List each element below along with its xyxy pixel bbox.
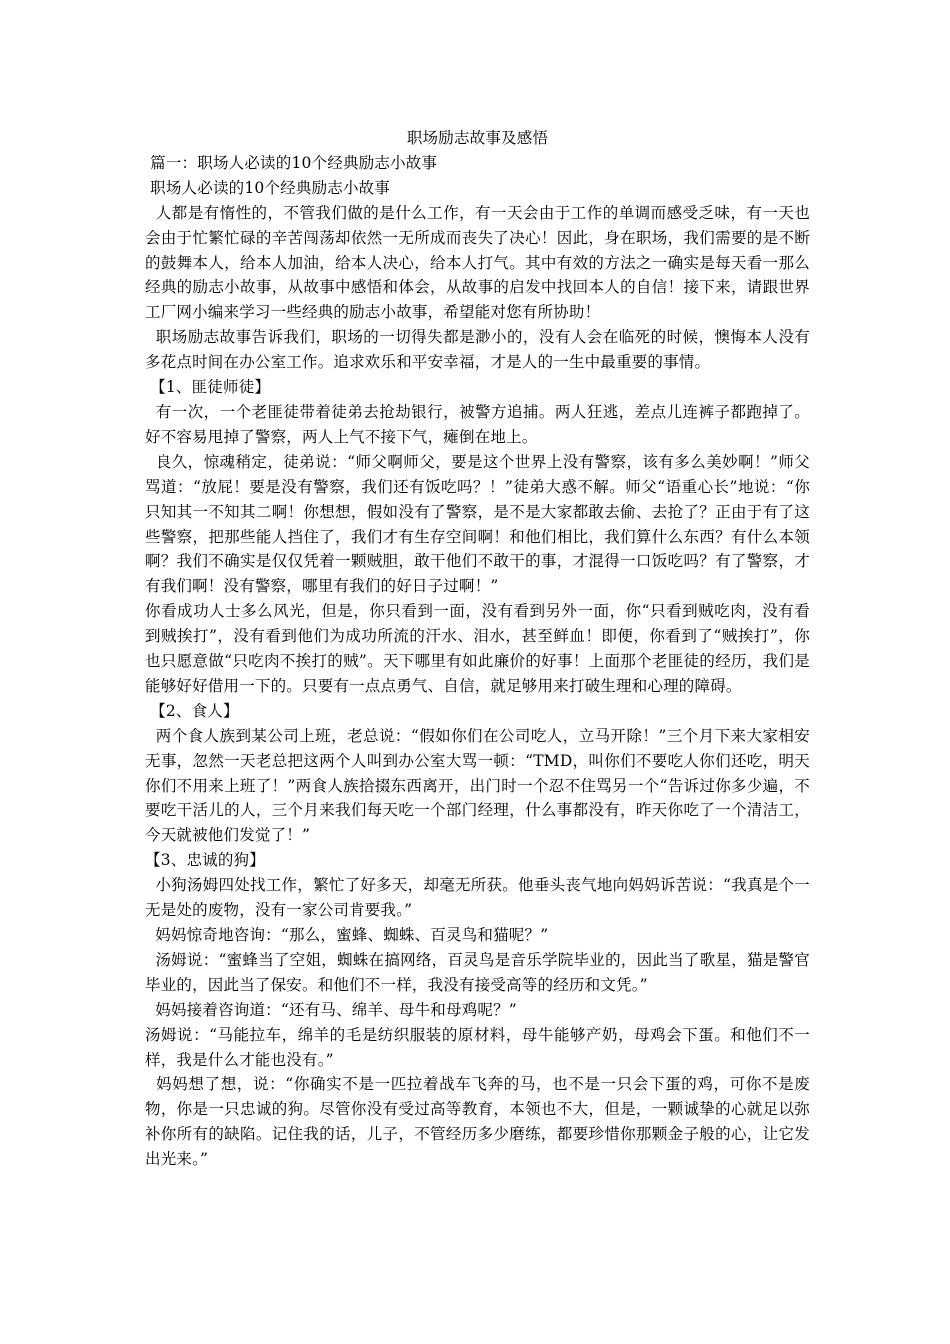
paragraph: 妈妈惊奇地咨询：“那么，蜜蜂、蜘蛛、百灵鸟和猫呢？”: [145, 926, 549, 944]
paragraph: 良久，惊魂稍定，徒弟说：“师父啊师父，要是这个世界上没有警察，该有多么美妙啊！”师父骂道：“放屁！要是没有警察，我们还有饭吃吗？！”徒弟大惑不解。师父“语重心长”地说：“你只知其一不知其二啊！你想想，假如没有了警察，是不是大家都敢去偷、去抢了？正由于有了这些警察，把那些能人挡住了，我们才有生存空间啊！和他们相比，我们算什么东西？有什么本领啊？我们不确实是仅仅凭着一颗贼胆，敢干他们不敢干的事，才混得一口饭吃吗？有了警察，才有我们啊！没有警察，哪里有我们的好日子过啊！”: [145, 452, 810, 596]
paragraph: 汤姆说：“蜜蜂当了空姐，蜘蛛在搞网络，百灵鸟是音乐学院毕业的，因此当了歌星，猫是警官毕业的，因此当了保安。和他们不一样，我没有接受高等的经历和文凭。”: [145, 950, 810, 994]
paragraph: 有一次，一个老匪徒带着徒弟去抢劫银行，被警方追捕。两人狂逃，差点儿连裤子都跑掉了。好不容易甩掉了警察，两人上气不接下气，瘫倒在地上。: [145, 402, 810, 446]
section-heading: 【3、忠诚的狗】: [145, 851, 265, 870]
paragraph: 篇一：职场人必读的10个经典励志小故事: [145, 153, 438, 172]
section-heading: 【1、匪徒师徒】: [145, 378, 271, 397]
section-heading: 【2、食人】: [145, 701, 239, 720]
document-page: [145, 126, 810, 1172]
paragraph: 妈妈想了想，说：“你确实不是一匹拉着战车飞奔的马，也不是一只会下蛋的鸡，可你不是废物，你是一只忠诚的狗。尽管你没有受过高等教育，本领也不大，但是，一颗诚挚的心就足以弥补你所有的缺陷。记住我的话，儿子，不管经历多少磨练，都要珍惜你那颗金子般的心，让它发出光来。”: [145, 1075, 810, 1169]
paragraph: 你看成功人士多么风光，但是，你只看到一面，没有看到另外一面，你“只看到贼吃肉，没有看到贼挨打”，没有看到他们为成功所流的汗水、泪水，甚至鲜血！即便，你看到了“贼挨打”，你也只愿意做“只吃肉不挨打的贼”。天下哪里有如此廉价的好事！上面那个老匪徒的经历，我们是能够好好借用一下的。只要有一点点勇气、自信，就足够用来打破生理和心理的障碍。: [145, 602, 810, 695]
paragraph: 汤姆说：“马能拉车，绵羊的毛是纺织服装的原材料，母牛能够产奶，母鸡会下蛋。和他们不一样，我是什么才能也没有。”: [145, 1025, 810, 1069]
paragraph: 职场人必读的10个经典励志小故事: [145, 178, 391, 197]
paragraph: 妈妈接着咨询道：“还有马、绵羊、母牛和母鸡呢？”: [145, 1000, 517, 1019]
paragraph: 人都是有惰性的，不管我们做的是什么工作，有一天会由于工作的单调而感受乏味，有一天也会由于忙繁忙碌的辛苦闯荡却依然一无所成而丧失了决心！因此，身在职场，我们需要的是不断的鼓舞本人，给本人加油，给本人决心，给本人打气。其中有效的方法之一确实是每天看一那么经典的励志小故事，从故事中感悟和体会，从故事的启发中找回本人的自信！接下来，请跟世界工厂网小编来学习一些经典的励志小故事，希望能对您有所协助！: [145, 203, 810, 322]
paragraph: 两个食人族到某公司上班，老总说：“假如你们在公司吃人，立马开除！”三个月下来大家相安无事，忽然一天老总把这两个人叫到办公室大骂一顿：“TMD，叫你们不要吃人你们还吃，明天你们不用来上班了！”两食人族拾掇东西离开，出门时一个忍不住骂另一个“告诉过你多少遍，不要吃干活儿的人，三个月来我们每天吃一个部门经理，什么事都没有，昨天你吃了一个清洁工，今天就被他们发觉了！”: [145, 726, 810, 845]
paragraph: 职场励志故事告诉我们，职场的一切得失都是渺小的，没有人会在临死的时候，懊悔本人没有多花点时间在办公室工作。追求欢乐和平安幸福，才是人的一生中最重要的事情。: [145, 328, 810, 372]
page-title: 职场励志故事及感悟: [406, 129, 549, 147]
document-body: [145, 151, 810, 1172]
paragraph: 小狗汤姆四处找工作，繁忙了好多天，却毫无所获。他垂头丧气地向妈妈诉苦说：“我真是个一无是处的废物，没有一家公司肯要我。”: [145, 876, 810, 920]
